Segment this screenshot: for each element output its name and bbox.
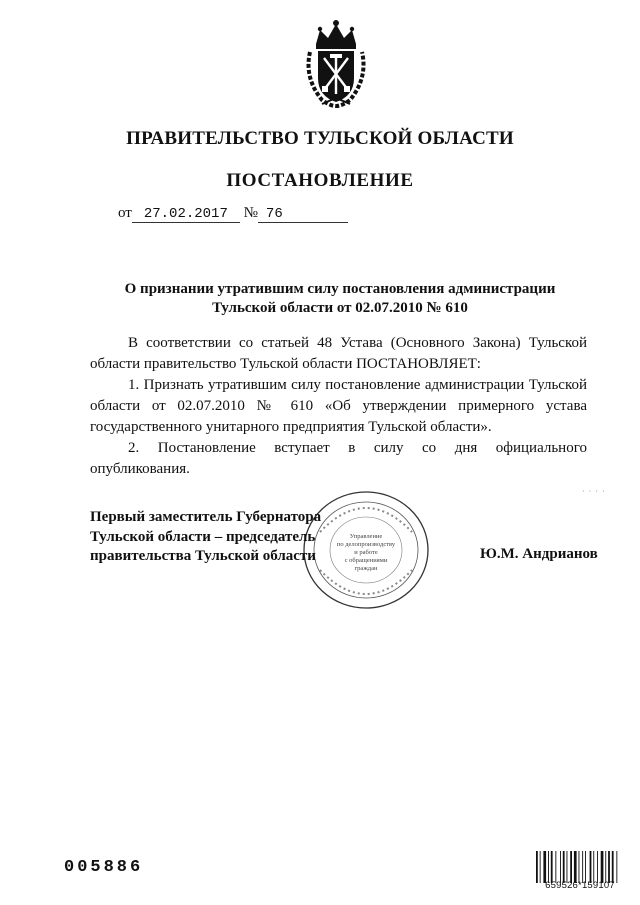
seal-line: граждан <box>354 565 378 572</box>
document-type: ПОСТАНОВЛЕНИЕ <box>226 170 414 191</box>
seal-text <box>330 533 402 573</box>
subject-line: Тульской области от 02.07.2010 № 610 <box>212 300 468 316</box>
signer-position <box>90 508 321 567</box>
date-prefix: от <box>118 205 132 221</box>
date-number-line <box>118 205 348 223</box>
tula-coat-of-arms-icon <box>302 18 370 108</box>
signer-name: Ю.М. Андрианов <box>480 546 598 562</box>
seal-line: Управление <box>349 533 383 540</box>
document-subject <box>100 280 580 318</box>
document-date: 27.02.2017 <box>132 206 240 223</box>
signer-position-line: Тульской области – председатель <box>90 528 316 545</box>
body-paragraph: 2. Постановление вступает в силу со дня официального опубликования. <box>90 440 587 477</box>
subject-line: О признании утратившим силу постановления администрации <box>124 281 556 297</box>
barcode-icon <box>536 851 622 883</box>
document-body <box>90 333 587 480</box>
serial-number: 005886 <box>64 858 144 877</box>
seal-line: по делопроизводству <box>336 541 396 548</box>
body-paragraph: В соответствии со статьей 48 Устава (Основного Закона) Тульской области правительство Тульской области ПОСТАНОВЛЯЕТ: <box>90 335 587 372</box>
document-number: 76 <box>258 206 348 223</box>
signer-position-line: Первый заместитель Губернатора <box>90 509 322 525</box>
scan-artifact: · · · · <box>582 487 606 496</box>
seal-line: и работе <box>354 549 378 556</box>
government-title: ПРАВИТЕЛЬСТВО ТУЛЬСКОЙ ОБЛАСТИ <box>126 128 514 149</box>
signer-position-line: правительства Тульской области <box>90 548 316 564</box>
number-prefix: № <box>243 205 258 221</box>
body-paragraph: 1. Признать утратившим силу постановление администрации Тульской области от 02.07.2010 № 610 «Об утверждении примерного устава государственного унитарного предприятия Тульской области». <box>90 377 587 435</box>
barcode-number: 659526*159107 <box>545 880 615 891</box>
seal-line: с обращениями <box>344 557 388 564</box>
